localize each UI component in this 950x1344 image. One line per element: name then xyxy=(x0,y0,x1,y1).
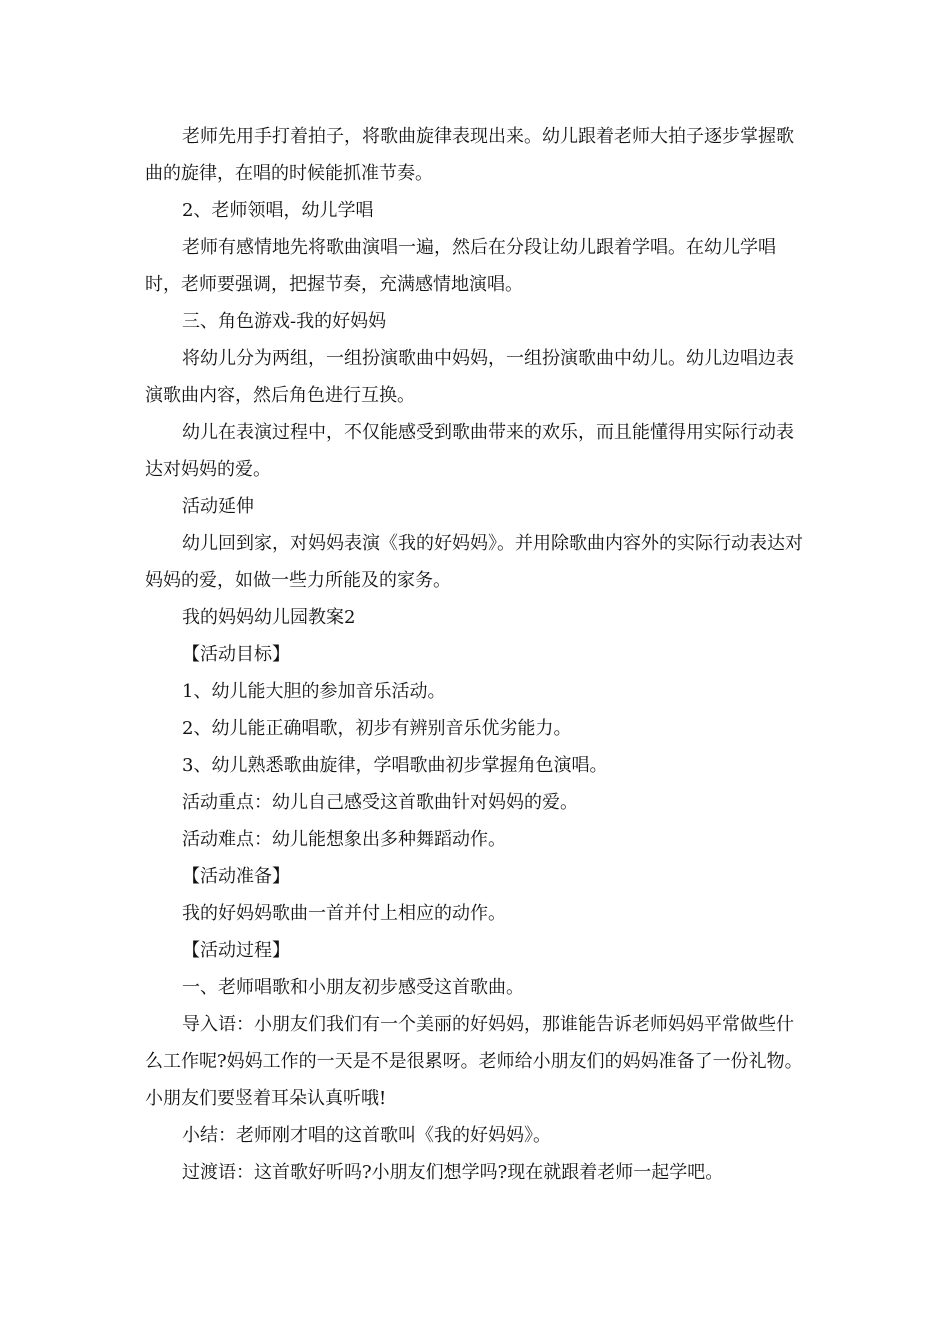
list-item: 1、幼儿能大胆的参加音乐活动。 xyxy=(182,681,446,702)
lesson-title: 我的妈妈幼儿园教案2 xyxy=(182,607,356,628)
paragraph: 过渡语：这首歌好听吗?小朋友们想学吗?现在就跟着老师一起学吧。 xyxy=(182,1162,724,1183)
section-heading: 【活动目标】 xyxy=(182,644,290,665)
paragraph: 幼儿回到家，对妈妈表演《我的好妈妈》。并用除歌曲内容外的实际行动表达对妈妈的爱，如做一些力所能及的家务。 xyxy=(145,533,803,591)
paragraph: 导入语：小朋友们我们有一个美丽的好妈妈，那谁能告诉老师妈妈平常做些什么工作呢?妈妈工作的一天是不是很累呀。老师给小朋友们的妈妈准备了一份礼物。小朋友们要竖着耳朵认真听哦! xyxy=(145,1014,803,1109)
paragraph: 活动难点：幼儿能想象出多种舞蹈动作。 xyxy=(182,829,506,850)
section-heading: 【活动准备】 xyxy=(182,866,290,887)
section-heading: 2、老师领唱，幼儿学唱 xyxy=(182,200,374,221)
list-item: 3、幼儿熟悉歌曲旋律，学唱歌曲初步掌握角色演唱。 xyxy=(182,755,608,776)
paragraph: 一、老师唱歌和小朋友初步感受这首歌曲。 xyxy=(182,977,524,998)
paragraph: 小结：老师刚才唱的这首歌叫《我的好妈妈》。 xyxy=(182,1125,551,1146)
section-heading: 三、角色游戏-我的好妈妈 xyxy=(182,311,387,332)
section-heading: 活动延伸 xyxy=(182,496,254,517)
paragraph: 活动重点：幼儿自己感受这首歌曲针对妈妈的爱。 xyxy=(182,792,578,813)
paragraph: 我的好妈妈歌曲一首并付上相应的动作。 xyxy=(182,903,506,924)
paragraph: 老师先用手打着拍子，将歌曲旋律表现出来。幼儿跟着老师大拍子逐步掌握歌曲的旋律，在唱的时候能抓准节奏。 xyxy=(145,126,794,184)
paragraph: 老师有感情地先将歌曲演唱一遍，然后在分段让幼儿跟着学唱。在幼儿学唱时，老师要强调，把握节奏，充满感情地演唱。 xyxy=(145,237,776,295)
list-item: 2、幼儿能正确唱歌，初步有辨别音乐优劣能力。 xyxy=(182,718,572,739)
paragraph: 将幼儿分为两组，一组扮演歌曲中妈妈，一组扮演歌曲中幼儿。幼儿边唱边表演歌曲内容，然后角色进行互换。 xyxy=(145,348,794,406)
document-body xyxy=(145,118,810,1191)
section-heading: 【活动过程】 xyxy=(182,940,290,961)
paragraph: 幼儿在表演过程中，不仅能感受到歌曲带来的欢乐，而且能懂得用实际行动表达对妈妈的爱。 xyxy=(145,422,794,480)
